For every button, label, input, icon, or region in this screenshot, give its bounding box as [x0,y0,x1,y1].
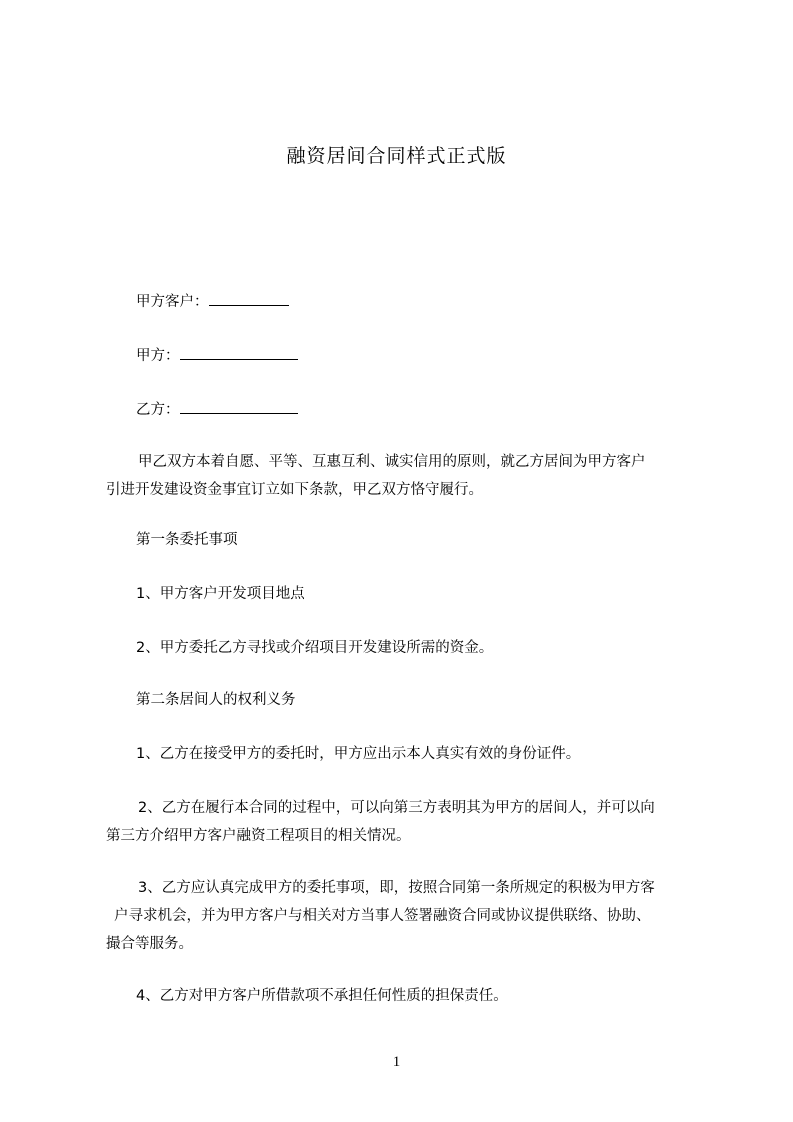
document-title: 融资居间合同样式正式版 [286,145,507,167]
article-2-item-3 [106,874,716,958]
party-client-blank [209,291,289,306]
intro-paragraph [106,448,716,504]
article-1-heading: 第一条委托事项 [136,532,238,548]
party-a-line [136,345,746,366]
article-2-item-2-line-2: 第三方介绍甲方客户融资工程项目的相关情况。 [106,828,411,844]
article-2-item-3-line-2: 户寻求机会，并为甲方客户与相关对方当事人签署融资合同或协议提供联络、协助、 [114,908,651,924]
article-2-item-1: 1、乙方在接受甲方的委托时，甲方应出示本人真实有效的身份证件。 [136,746,581,762]
article-2-item-3-line-3: 撮合等服务。 [106,936,193,952]
article-2-item-2-line-1: 2、乙方在履行本合同的过程中，可以向第三方表明其为甲方的居间人，并可以向 [138,800,655,816]
party-a-blank [180,345,298,360]
article-2-item-2 [106,794,716,850]
party-b-label: 乙方： [136,402,180,418]
party-client-label: 甲方客户： [136,294,209,310]
page-number: 1 [392,1054,401,1070]
article-2-heading: 第二条居间人的权利义务 [136,692,296,708]
article-2-item-4: 4、乙方对甲方客户所借款项不承担任何性质的担保责任。 [136,988,508,1004]
intro-line-1: 甲乙双方本着自愿、平等、互惠互利、诚实信用的原则，就乙方居间为甲方客户 [138,454,646,470]
article-1-item-2: 2、甲方委托乙方寻找或介绍项目开发建设所需的资金。 [136,640,494,656]
party-client-line [136,291,746,312]
party-b-line [136,399,746,420]
party-a-label: 甲方： [136,348,180,364]
party-b-blank [180,399,298,414]
article-2-item-3-line-1: 3、乙方应认真完成甲方的委托事项，即，按照合同第一条所规定的积极为甲方客 [138,880,655,896]
intro-line-2: 引进开发建设资金事宜订立如下条款，甲乙双方恪守履行。 [106,482,483,498]
article-1-item-1: 1、甲方客户开发项目地点 [136,586,305,602]
